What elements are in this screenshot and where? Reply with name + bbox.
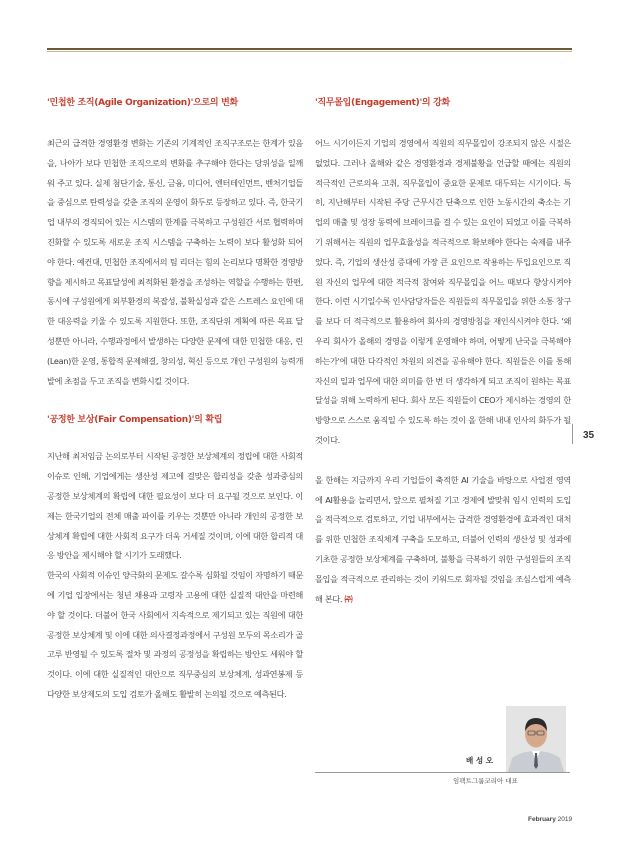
fair-compensation-paragraph-2: 한국의 사회적 이슈인 양극화의 문제도 갈수록 심화될 것임이 자명하기 때문에 기업 입장에서는 청년 채용과 고령자 고용에 대한 실질적 대안을 마련해야 할 것이다. 더불어 한국 사회에서 지속적으로 제기되고 있는 직원에 대한 공정한 보상체계 및 이에 대한 의사결정과정에서 구성원 모두의 목소리가 골고루 반영될 수 있도록 절차 및 과정의 공정성을 확립하는 방안도 세워야 할 것이다. 이에 대한 실질적인 대안으로 직무중심의 보상체계, 성과연봉제 등 다양한 보상제도의 도입 검토가 올해도 활발히 논의될 것으로 예측된다. — [47, 570, 303, 699]
author-name: 배 성 오 — [466, 756, 493, 765]
section-heading-agile: '민첩한 조직(Agile Organization)'으로의 변화 — [47, 98, 238, 108]
section-heading-engagement: '직무몰입(Engagement)'의 강화 — [315, 98, 450, 108]
footer-year: 2019 — [557, 816, 573, 823]
section-heading-fair-compensation: '공정한 보상(Fair Compensation)'의 확립 — [47, 415, 223, 426]
header-rule — [47, 48, 572, 50]
header-rule-accent — [47, 51, 572, 52]
author-rule — [315, 772, 570, 773]
agile-paragraph: 최근의 급격한 경영환경 변화는 기존의 기계적인 조직구조로는 한계가 있음을, 나아가 보다 민첩한 조직으로의 변화를 추구해야 한다는 당위성을 일깨워 주고 있다. 실제 첨단기술, 통신, 금융, 미디어, 엔터테인먼트, 벤처기업들을 중심으로 탄력성을 갖춘 조직의 운영이 화두로 등장하고 있다. 즉, 한국기업 내부의 경직되어 있는 시스템의 한계를 극복하고 구성원간 서로 협력하며 진화할 수 있도록 새로운 조직 시스템을 구축하는 노력이 보다 활성화 되어야 한다. 예컨대, 민첩한 조직에서의 팀 리더는 힘의 논리보다 명확한 경영방향을 제시하고 목표달성에 최적화된 환경을 조성하는 역할을 수행하는 한편, 동시에 구성원에게 외부환경의 복잡성, 불확실성과 같은 스트레스 요인에 대한 대응력을 키울 수 있도록 지원한다. 또한, 조직단위 계획에 따른 목표 달성뿐만 아니라, 수행과정에서 발생하는 다양한 문제에 대한 민첩한 대응, 린(Lean)한 운영, 통합적 문제해결, 창의성, 혁신 등으로 개인 구성원의 능력개발에 초점을 두고 조직을 변화시킬 것이다. — [47, 138, 303, 386]
left-column — [47, 92, 303, 705]
end-mark: ㈜ — [344, 593, 353, 604]
engagement-paragraph: 어느 시기이든지 기업의 경영에서 직원의 직무몰입이 강조되지 않은 시절은 없었다. 그러나 올해와 같은 경영환경과 경제불황을 언급할 때에는 직원의 적극적인 근로의욕 고취, 직무몰입이 중요한 문제로 대두되는 시기이다. 특히, 지난해부터 시작된 주당 근무시간 단축으로 인한 노동시간의 축소는 기업의 매출 및 성장 동력에 브레이크를 걸 수 있는 요인이 되었고 이를 극복하기 위해서는 직원의 업무효율성을 적극적으로 확보해야 한다는 숙제를 내주었다. 즉, 기업의 생산성 증대에 가장 큰 요인으로 작용하는 투입요인으로 직원 자신의 업무에 대한 적극적 참여와 직무몰입을 어느 때보다 향상시켜야 한다. 이런 시기일수록 인사담당자들은 직원들의 직무몰입을 위한 소통 창구를 보다 더 적극적으로 활용하여 회사의 경영방침을 재인식시켜야 한다. '왜 우리 회사가 올해의 경영을 이렇게 운영해야 하며, 어떻게 난국을 극복해야 하는가'에 대한 다각적인 차원의 의견을 공유해야 한다. 직원들은 이를 통해 자신의 일과 업무에 대한 의미를 한 번 더 생각하게 되고 조직이 원하는 목표 달성을 위해 노력하게 된다. 회사 모든 직원들이 CEO가 제시하는 경영의 한 방향으로 스스로 움직일 수 있도록 하는 것이 올 한해 내내 인사의 화두가 될 것이다. — [315, 138, 571, 445]
conclusion-text: 올 한해는 지금까지 우리 기업들이 축적한 AI 기술을 바탕으로 사업전 영역에 AI활용을 늘리면서, 앞으로 펼쳐질 기고 경제에 발맞춰 임시 인력의 도입을 적극적으로 검토하고, 기업 내부에서는 급격한 경영환경에 효과적인 대처를 위한 민첩한 조직체계 구축을 도모하고, 더불어 인력의 생산성 및 성과에 기초한 공정한 보상체계를 구축하며, 불황을 극복하기 위한 구성원들의 조직몰입을 적극적으로 관리하는 것이 키워드로 회자될 것임을 조심스럽게 예측해 본다. — [315, 474, 571, 604]
author-portrait-icon — [506, 706, 566, 772]
page-number: 35 — [583, 430, 595, 441]
fair-compensation-paragraph-1: 지난해 최저임금 논의로부터 시작된 공정한 보상체계의 정립에 대한 사회적 이슈로 인해, 기업에게는 생산성 제고에 걸맞은 합리성을 갖춘 성과중심의 공정한 보상체계의 확립에 대한 필요성이 보다 더 요구될 것으로 보인다. 이제는 한국기업의 전체 매출 파이를 키우는 것뿐만 아니라 개인의 공정한 보상체계 확립에 대한 사회적 요구가 더욱 거세질 것이며, 이에 대한 합리적 대응 방안을 제시해야 할 시기가 도래했다. — [47, 451, 303, 561]
footer-date — [528, 816, 572, 823]
author-photo — [506, 706, 566, 772]
author-title: 임팩트그룹코리아 대표 — [453, 777, 518, 785]
right-column — [315, 92, 571, 609]
conclusion-paragraph — [315, 471, 571, 610]
footer-month: February — [528, 816, 556, 823]
page-number-rule — [572, 424, 573, 444]
